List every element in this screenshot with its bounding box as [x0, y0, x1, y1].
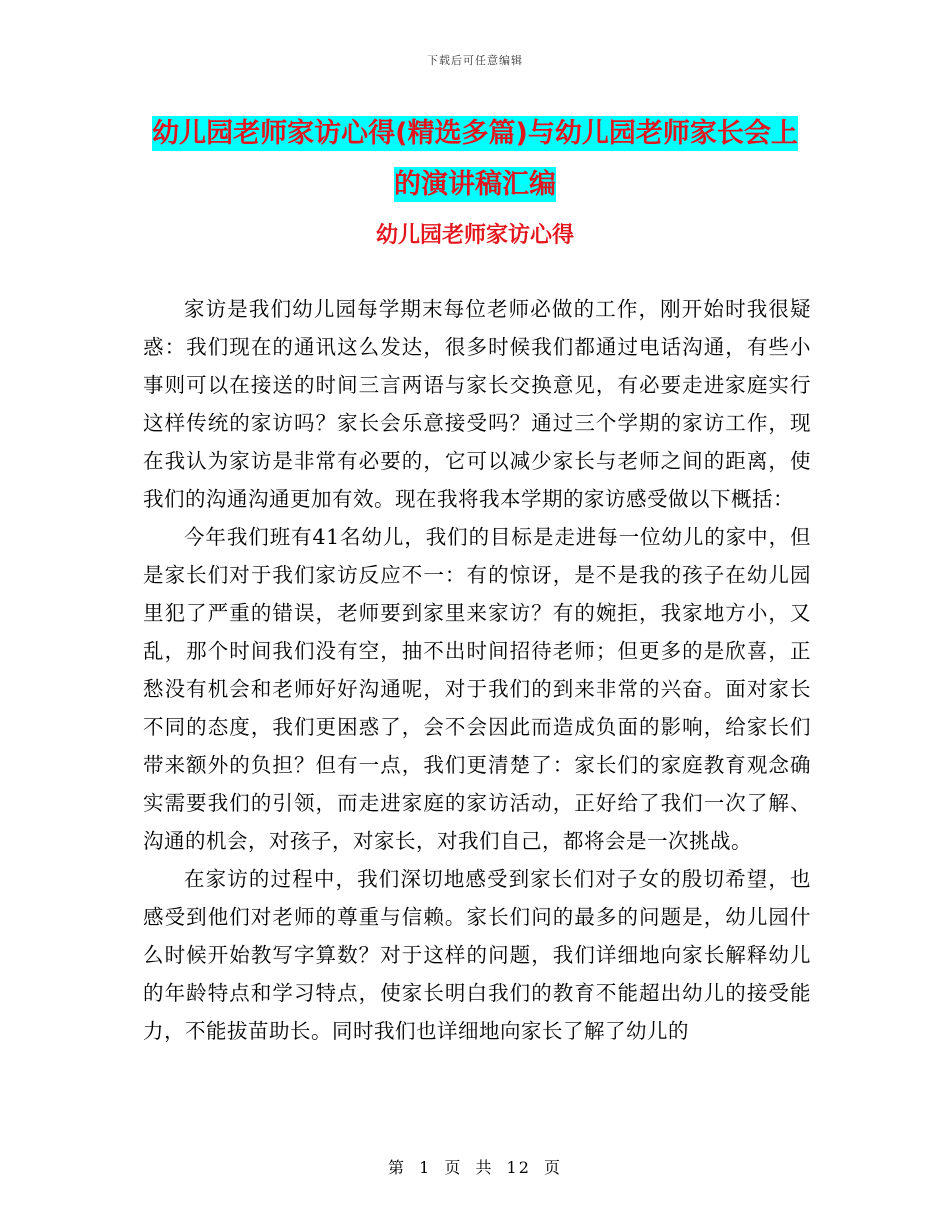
paragraph: 家访是我们幼儿园每学期末每位老师必做的工作，刚开始时我很疑惑：我们现在的通讯这么发达，很多时候我们都通过电话沟通，有些小事则可以在接送的时间三言两语与家长交换意见，有必要走进家庭实行这样传统的家访吗？家长会乐意接受吗？通过三个学期的家访工作，现在我认为家访是非常有必要的，它可以减少家长与老师之间的距离，使我们的沟通沟通更加有效。现在我将我本学期的家访感受做以下概括：	[143, 297, 811, 511]
paragraph: 在家访的过程中，我们深切地感受到家长们对子女的殷切希望，也感受到他们对老师的尊重与信赖。家长们问的最多的问题是，幼儿园什么时候开始教写字算数？对于这样的问题，我们详细地向家长解释幼儿的年龄特点和学习特点，使家长明白我们的教育不能超出幼儿的接受能力，不能拔苗助长。同时我们也详细地向家长了解了幼儿的	[143, 867, 811, 1043]
header-note: 下载后可任意编辑	[427, 54, 523, 67]
paragraph: 今年我们班有41名幼儿，我们的目标是走进每一位幼儿的家中，但是家长们对于我们家访反应不一：有的惊讶，是不是我的孩子在幼儿园里犯了严重的错误，老师要到家里来家访？有的婉拒，我家地方小，又乱，那个时间我们没有空，抽不出时间招待老师；但更多的是欣喜，正愁没有机会和老师好好沟通呢，对于我们的到来非常的兴奋。面对家长不同的态度，我们更困惑了，会不会因此而造成负面的影响，给家长们带来额外的负担？但有一点，我们更清楚了：家长们的家庭教育观念确实需要我们的引领，而走进家庭的家访活动，正好给了我们一次了解、沟通的机会，对孩子，对家长，对我们自己，都将会是一次挑战。	[143, 525, 811, 853]
page-number: 第 1 页 共 12 页	[388, 1158, 562, 1177]
document-title	[140, 108, 810, 210]
section-title: 幼儿园老师家访心得	[375, 223, 574, 248]
document-body	[143, 290, 811, 1050]
document-title-text: 幼儿园老师家访心得(精选多篇)与幼儿园老师家长会上的演讲稿汇编	[152, 118, 798, 200]
